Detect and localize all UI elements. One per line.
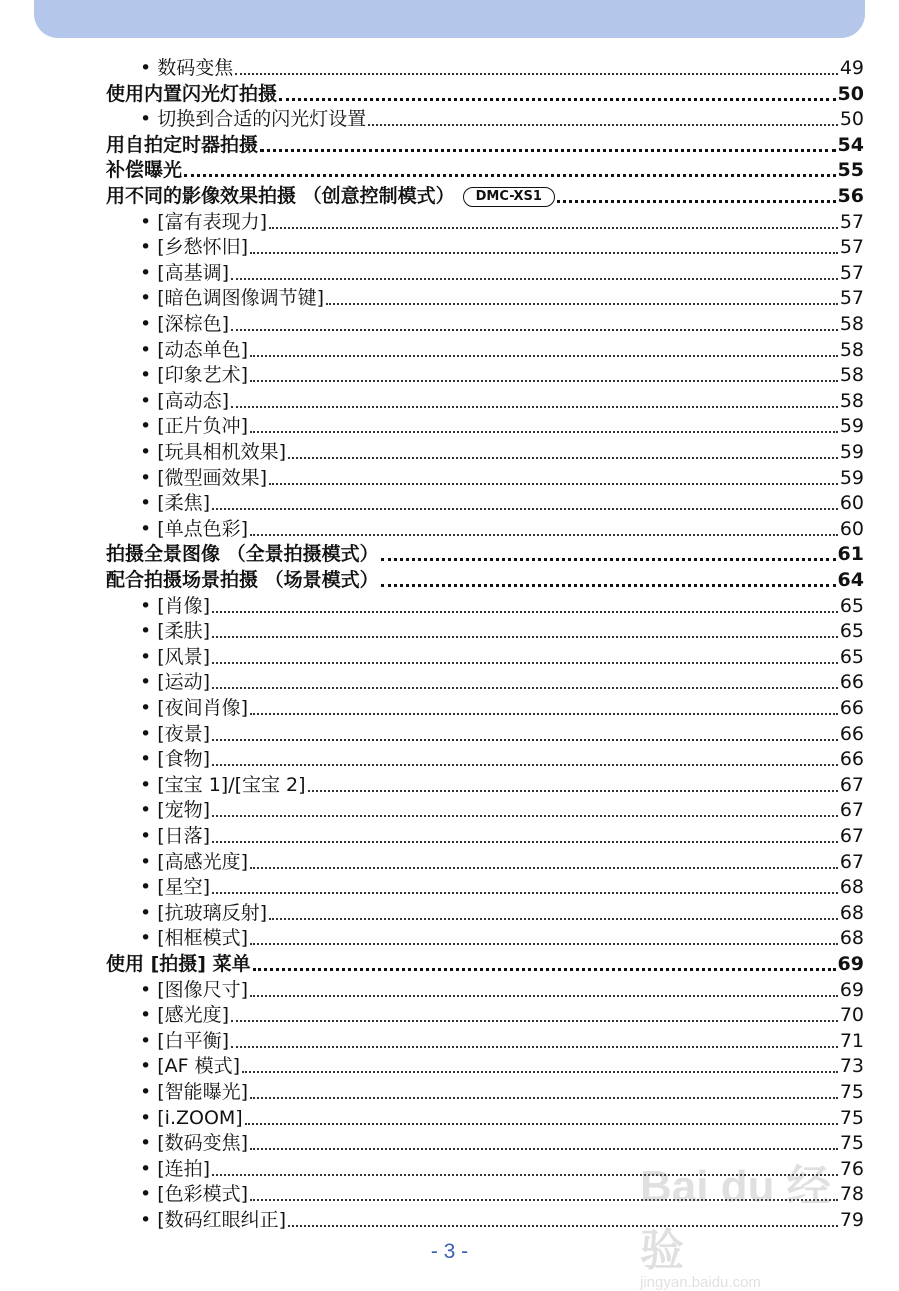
toc-page-number: 54 <box>837 133 864 156</box>
toc-subentry[interactable] <box>140 309 864 335</box>
toc-subentry[interactable] <box>140 283 864 309</box>
toc-page-number: 55 <box>837 159 864 182</box>
toc-section-entry[interactable] <box>106 565 864 591</box>
toc-page-number: 68 <box>839 876 864 899</box>
toc-entry-title: • [色彩模式] <box>140 1183 249 1206</box>
page-number: - 3 - <box>430 1240 469 1263</box>
toc-subentry[interactable] <box>140 770 864 796</box>
toc-entry-title: • [星空] <box>140 876 211 899</box>
toc-entry-title: 使用 [拍摄] 菜单 <box>106 953 251 975</box>
toc-entry-title: • [数码变焦] <box>140 1132 249 1155</box>
toc-page-number: 49 <box>839 57 864 79</box>
dot-leader <box>231 406 838 408</box>
toc-page-number: 73 <box>839 1055 864 1078</box>
toc-page-number: 75 <box>839 1106 864 1129</box>
toc-subentry[interactable] <box>140 642 864 668</box>
toc-page-number: 59 <box>839 415 864 438</box>
dot-leader <box>212 508 838 510</box>
dot-leader <box>231 1046 838 1048</box>
header-band <box>34 0 865 38</box>
dot-leader <box>250 1097 838 1099</box>
toc-page-number: 69 <box>839 978 864 1001</box>
toc-page-number: 66 <box>839 697 864 719</box>
toc-page-number: 59 <box>839 466 864 489</box>
toc-subentry[interactable] <box>140 488 864 514</box>
dot-leader <box>231 278 838 280</box>
toc-page-number: 75 <box>839 1132 864 1155</box>
toc-entry-title: • [动态单色] <box>140 338 249 361</box>
toc-page-number: 68 <box>839 901 864 924</box>
dot-leader <box>250 431 838 433</box>
toc-subentry[interactable] <box>140 386 864 412</box>
toc-subentry[interactable] <box>140 232 864 258</box>
toc-entry-title: • [夜间肖像] <box>140 697 249 719</box>
toc-entry-title: • [玩具相机效果] <box>140 441 287 463</box>
toc-subentry[interactable] <box>140 411 864 437</box>
toc-page-number: 57 <box>839 210 864 233</box>
toc-page-number: 67 <box>839 850 864 873</box>
watermark-logo: Bai du 经验 <box>640 1162 831 1275</box>
dot-leader <box>557 200 836 203</box>
toc-subentry[interactable] <box>140 923 864 949</box>
toc-entry-title: • [宝宝 1]/[宝宝 2] <box>140 773 306 796</box>
toc-section-entry[interactable] <box>106 79 864 105</box>
toc-subentry[interactable] <box>140 1000 864 1026</box>
dot-leader <box>250 534 838 536</box>
dot-leader <box>253 968 836 971</box>
toc-entry-title: 补偿曝光 <box>106 159 183 182</box>
toc-page-number: 56 <box>837 185 864 207</box>
toc-subentry[interactable] <box>140 463 864 489</box>
dot-leader <box>231 329 838 331</box>
toc-entry-title: • [印象艺术] <box>140 364 249 387</box>
toc-page-number: 60 <box>839 492 864 515</box>
toc-entry-title: • [日落] <box>140 825 211 847</box>
toc-entry-title: • [暗色调图像调节键] <box>140 287 325 310</box>
toc-subentry[interactable] <box>140 258 864 284</box>
toc-page-number: 75 <box>839 1081 864 1103</box>
toc-entry-title: • [柔焦] <box>140 492 211 515</box>
toc-page-number: 57 <box>839 287 864 310</box>
toc-subentry[interactable] <box>140 335 864 361</box>
toc-page-number: 58 <box>839 389 864 412</box>
model-badge: DMC-XS1 <box>463 187 555 207</box>
toc-entry-title: • [运动] <box>140 671 211 694</box>
toc-section-entry[interactable] <box>106 539 864 565</box>
dot-leader <box>212 892 838 894</box>
toc-page-number: 57 <box>839 236 864 259</box>
toc-subentry[interactable] <box>140 360 864 386</box>
toc-page-number: 64 <box>837 569 864 591</box>
toc-subentry[interactable] <box>140 975 864 1001</box>
dot-leader <box>250 252 838 254</box>
dot-leader <box>212 636 838 638</box>
toc-entry-title: • [微型画效果] <box>140 466 268 489</box>
dot-leader <box>269 227 838 229</box>
toc-entry-title: • [数码红眼纠正] <box>140 1209 287 1231</box>
toc-page-number: 65 <box>839 594 864 617</box>
toc-section-entry[interactable] <box>106 155 864 181</box>
toc-page-number: 79 <box>839 1209 864 1231</box>
toc-entry-title: 配合拍摄场景拍摄 （场景模式） <box>106 569 379 591</box>
toc-subentry[interactable] <box>140 207 864 233</box>
dot-leader <box>279 98 836 101</box>
toc-page-number: 57 <box>839 261 864 284</box>
toc-section-entry[interactable] <box>106 949 864 975</box>
dot-leader <box>212 764 838 766</box>
toc-page-number: 58 <box>839 338 864 361</box>
toc-entry-title: • [风景] <box>140 645 211 668</box>
dot-leader <box>235 73 838 75</box>
toc-entry-title: 使用内置闪光灯拍摄 <box>106 82 278 105</box>
dot-leader <box>269 483 838 485</box>
toc-page-number: 70 <box>839 1004 864 1027</box>
dot-leader <box>326 303 838 305</box>
dot-leader <box>212 815 838 817</box>
toc-section-entry[interactable] <box>106 181 864 207</box>
watermark-url: jingyan.baidu.com <box>640 1274 761 1291</box>
toc-page-number: 67 <box>839 799 864 822</box>
dot-leader <box>288 457 838 459</box>
dot-leader <box>212 611 838 613</box>
dot-leader <box>184 174 836 177</box>
dot-leader <box>245 1123 838 1125</box>
toc-entry-title: • [深棕色] <box>140 313 230 335</box>
toc-page-number: 76 <box>839 1157 864 1180</box>
dot-leader <box>212 739 838 741</box>
dot-leader <box>250 355 838 357</box>
toc-entry-title: • [高基调] <box>140 261 230 284</box>
toc-page-number: 50 <box>837 82 864 105</box>
toc-subentry[interactable] <box>140 898 864 924</box>
toc-page-number: 59 <box>839 441 864 463</box>
toc-entry-title: • [i.ZOOM] <box>140 1106 243 1129</box>
dot-leader <box>212 687 838 689</box>
toc-entry-title: • [AF 模式] <box>140 1055 241 1078</box>
toc-subentry[interactable] <box>140 616 864 642</box>
dot-leader <box>308 790 838 792</box>
toc-subentry[interactable] <box>140 1051 864 1077</box>
toc-entry-title: • [夜景] <box>140 722 211 745</box>
toc-subentry[interactable] <box>140 1026 864 1052</box>
toc-page-number: 65 <box>839 620 864 643</box>
toc-entry-title: • [抗玻璃反射] <box>140 901 268 924</box>
toc-subentry[interactable] <box>140 795 864 821</box>
dot-leader <box>231 1020 838 1022</box>
toc-page-number: 65 <box>839 645 864 668</box>
toc-subentry[interactable] <box>140 514 864 540</box>
dot-leader <box>381 584 836 587</box>
toc-entry-title: • [单点色彩] <box>140 517 249 540</box>
dot-leader <box>212 662 838 664</box>
toc-subentry[interactable] <box>140 437 864 463</box>
toc-page-number: 58 <box>839 364 864 387</box>
toc-subentry[interactable] <box>140 872 864 898</box>
toc-subentry[interactable] <box>140 693 864 719</box>
toc-subentry[interactable] <box>140 104 864 130</box>
dot-leader <box>381 558 836 561</box>
toc-page-number: 69 <box>837 953 864 975</box>
toc-page-number: 60 <box>839 517 864 540</box>
dot-leader <box>250 867 838 869</box>
toc-subentry[interactable] <box>140 1103 864 1129</box>
toc-entry-title: • [智能曝光] <box>140 1081 249 1103</box>
dot-leader <box>250 713 838 715</box>
toc-page-number: 61 <box>837 543 864 566</box>
toc-subentry[interactable] <box>140 53 864 79</box>
toc-entry-title: • [白平衡] <box>140 1029 230 1052</box>
toc-entry-title: • [相框模式] <box>140 927 249 950</box>
toc-entry-title: • [宠物] <box>140 799 211 822</box>
toc-subentry[interactable] <box>140 719 864 745</box>
dot-leader <box>250 380 838 382</box>
toc-page-number: 58 <box>839 313 864 335</box>
toc-page-number: 68 <box>839 927 864 950</box>
toc-entry-title: • [富有表现力] <box>140 210 268 233</box>
toc-subentry[interactable] <box>140 1077 864 1103</box>
dot-leader <box>250 943 838 945</box>
toc-entry-title: • [感光度] <box>140 1004 230 1027</box>
toc-entry-title: 用不同的影像效果拍摄 （创意控制模式） <box>106 185 455 207</box>
toc-entry-title: • [乡愁怀旧] <box>140 236 249 259</box>
watermark <box>640 1150 870 1291</box>
toc-page-number: 67 <box>839 825 864 847</box>
toc-page-number: 50 <box>839 108 864 131</box>
dot-leader <box>269 918 838 920</box>
toc-page-number: 71 <box>839 1029 864 1052</box>
toc-entry-title: • [肖像] <box>140 594 211 617</box>
toc-page-number: 66 <box>839 671 864 694</box>
dot-leader <box>242 1071 838 1073</box>
dot-leader <box>212 841 838 843</box>
toc-page-number: 67 <box>839 773 864 796</box>
toc-entry-title: • [图像尺寸] <box>140 978 249 1001</box>
toc-page-number: 66 <box>839 748 864 771</box>
toc-subentry[interactable] <box>140 667 864 693</box>
toc-subentry[interactable] <box>140 847 864 873</box>
dot-leader <box>250 995 838 997</box>
toc-subentry[interactable] <box>140 591 864 617</box>
toc-section-entry[interactable] <box>106 130 864 156</box>
toc-entry-title: 用自拍定时器拍摄 <box>106 133 259 156</box>
toc-page-number: 66 <box>839 722 864 745</box>
toc-entry-title: 拍摄全景图像 （全景拍摄模式） <box>106 543 379 566</box>
toc-entry-title: • [食物] <box>140 748 211 771</box>
toc-entry-title: • [连拍] <box>140 1157 211 1180</box>
toc-entry-title: • [高感光度] <box>140 850 249 873</box>
toc-page-number: 78 <box>839 1183 864 1206</box>
toc-entry-title: • [高动态] <box>140 389 230 412</box>
dot-leader <box>368 124 838 126</box>
toc-entry-title: • [柔肤] <box>140 620 211 643</box>
toc-subentry[interactable] <box>140 821 864 847</box>
toc-entry-title: • 切换到合适的闪光灯设置 <box>140 108 367 131</box>
toc-entry-title: • [正片负冲] <box>140 415 249 438</box>
toc-subentry[interactable] <box>140 744 864 770</box>
dot-leader <box>260 149 836 152</box>
toc-entry-title: • 数码变焦 <box>140 57 234 79</box>
